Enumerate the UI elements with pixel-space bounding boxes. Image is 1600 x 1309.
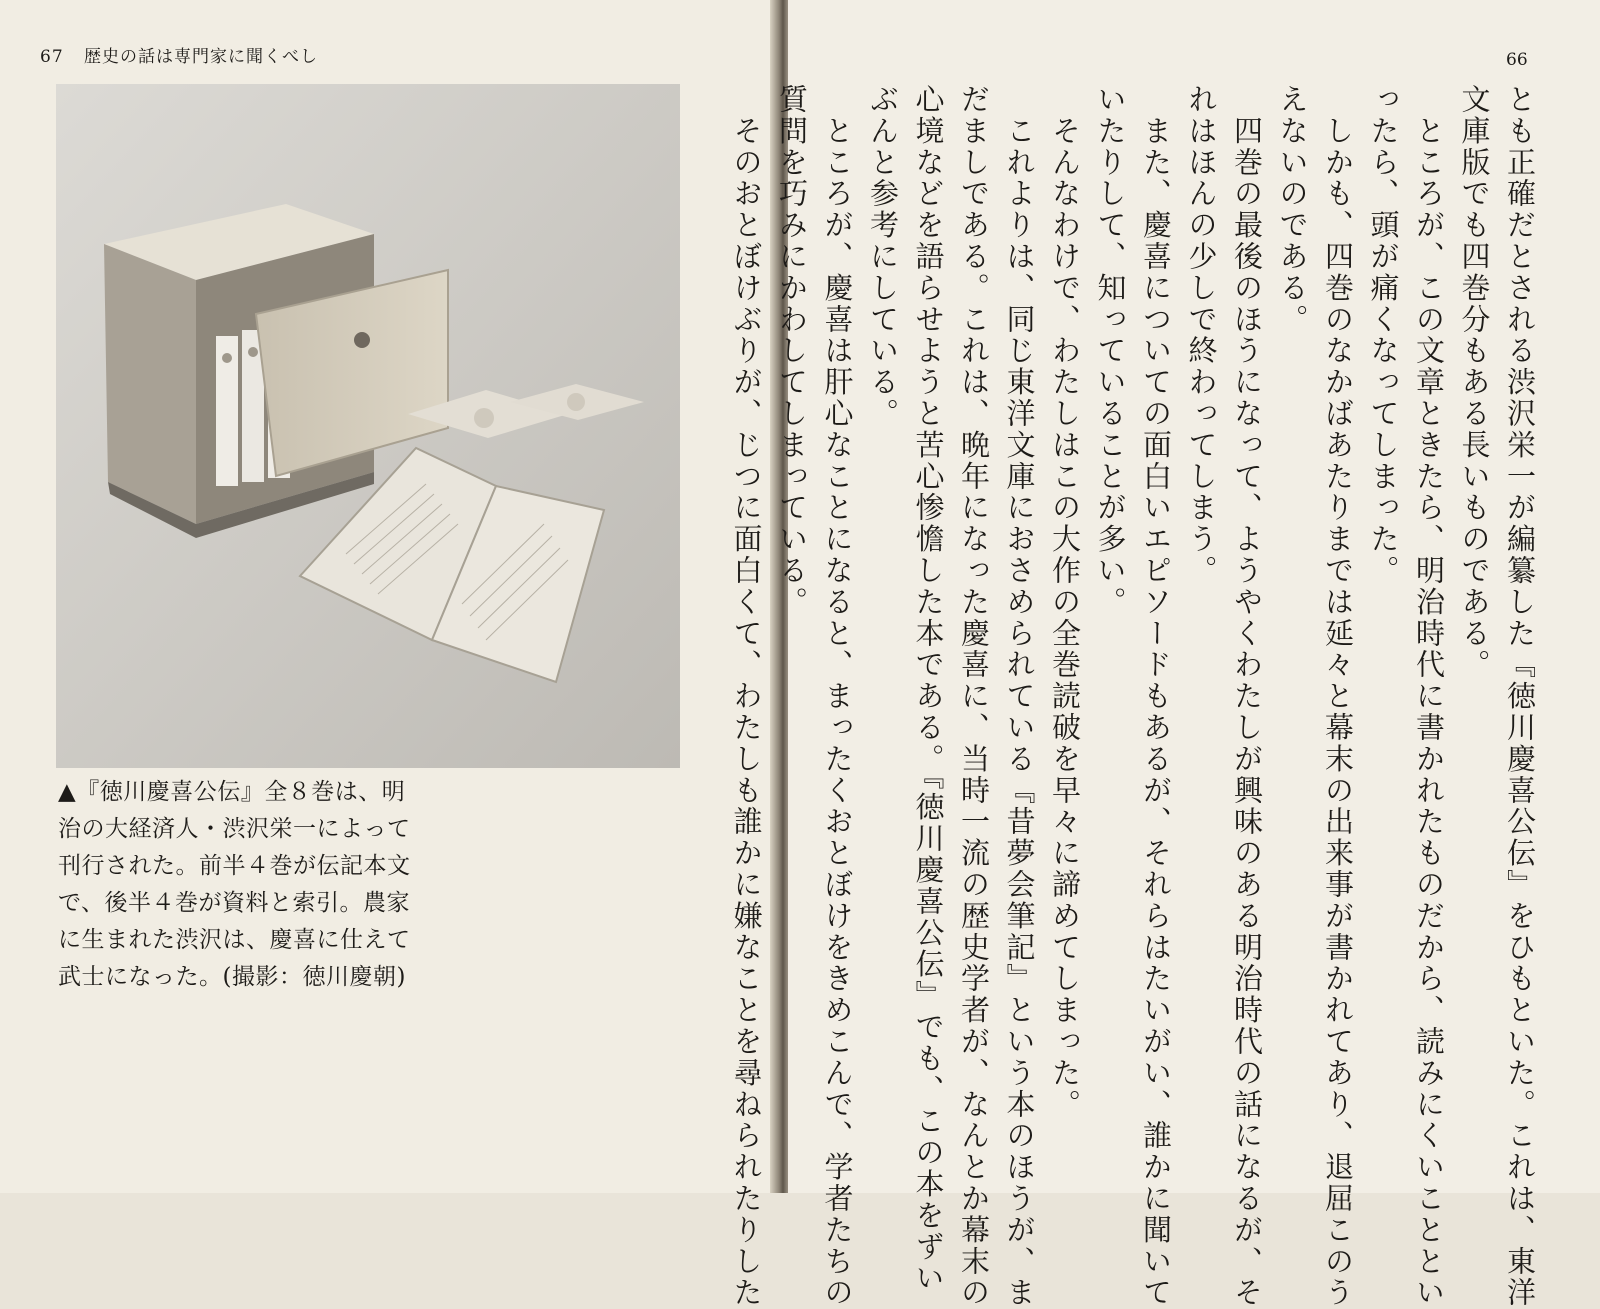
text-column: ところが、慶喜は肝心なことになると、まったくおとぼけをきめこんで、学者たちの xyxy=(820,84,855,1309)
book-set-illustration xyxy=(56,84,680,768)
text-column: とも正確だとされる渋沢栄一が編纂した『徳川慶喜公伝』をひもといた。これは、東洋 xyxy=(1503,84,1537,1309)
vertical-body-text xyxy=(729,84,1542,1309)
text-column: だましである。これは、晩年になった慶喜に、当時一流の歴史学者が、なんとか幕末の xyxy=(957,84,991,1309)
text-column: 文庫版でも四巻分もある長いものである。 xyxy=(1457,84,1492,681)
page-number-right: 66 xyxy=(1506,50,1528,70)
text-column: 四巻の最後のほうになって、ようやくわたしが興味のある明治時代の話になるが、そ xyxy=(1230,84,1264,1309)
book-set-photo xyxy=(56,84,680,768)
text-column: そんなわけで、わたしはこの大作の全巻読破を早々に諦めてしまった。 xyxy=(1048,84,1082,1121)
caption-line: 治の大経済人・渋沢栄一によって xyxy=(58,816,411,842)
text-column: 心境などを語らせようと苦心惨憺した本である。『徳川慶喜公伝』でも、この本をずい xyxy=(911,84,946,1295)
text-column: ったら、頭が痛くなってしまった。 xyxy=(1366,84,1401,587)
text-column: いたりして、知っていることが多い。 xyxy=(1093,84,1128,618)
page-number-left: 67 xyxy=(40,47,64,67)
caption-line: 武士になった。(撮影：徳川慶朝) xyxy=(58,964,406,990)
text-column: そのおとぼけぶりが、じつに面白くて、わたしも誰かに嫌なことを尋ねられたりした xyxy=(729,84,764,1309)
text-column: これよりは、同じ東洋文庫におさめられている『昔夢会筆記』という本のほうが、ま xyxy=(1002,84,1037,1309)
caption-line: 刊行された。前半４巻が伝記本文 xyxy=(58,853,411,879)
text-column: ぶんと参考にしている。 xyxy=(866,84,900,430)
running-header xyxy=(40,42,318,67)
text-column: れはほんの少しで終わってしまう。 xyxy=(1184,84,1219,587)
running-head-title: 歴史の話は専門家に聞くべし xyxy=(84,47,319,67)
text-column: ところが、この文章ときたら、明治時代に書かれたものだから、読みにくいこととい xyxy=(1412,84,1446,1309)
photo-caption xyxy=(58,774,418,996)
caption-line: で、後半４巻が資料と索引。農家 xyxy=(58,890,411,916)
left-page xyxy=(0,0,778,1309)
text-column: また、慶喜についての面白いエピソードもあるが、それらはたいがい、誰かに聞いて xyxy=(1139,84,1173,1309)
text-column: 質問を巧みにかわしてしまっている。 xyxy=(775,84,809,618)
caption-line: ▲『徳川慶喜公伝』全８巻は、明 xyxy=(58,779,406,805)
text-column: えないのである。 xyxy=(1275,84,1310,336)
text-column: しかも、四巻のなかばあたりまでは延々と幕末の出来事が書かれてあり、退屈このう xyxy=(1321,84,1355,1309)
caption-line: に生まれた渋沢は、慶喜に仕えて xyxy=(58,927,411,953)
